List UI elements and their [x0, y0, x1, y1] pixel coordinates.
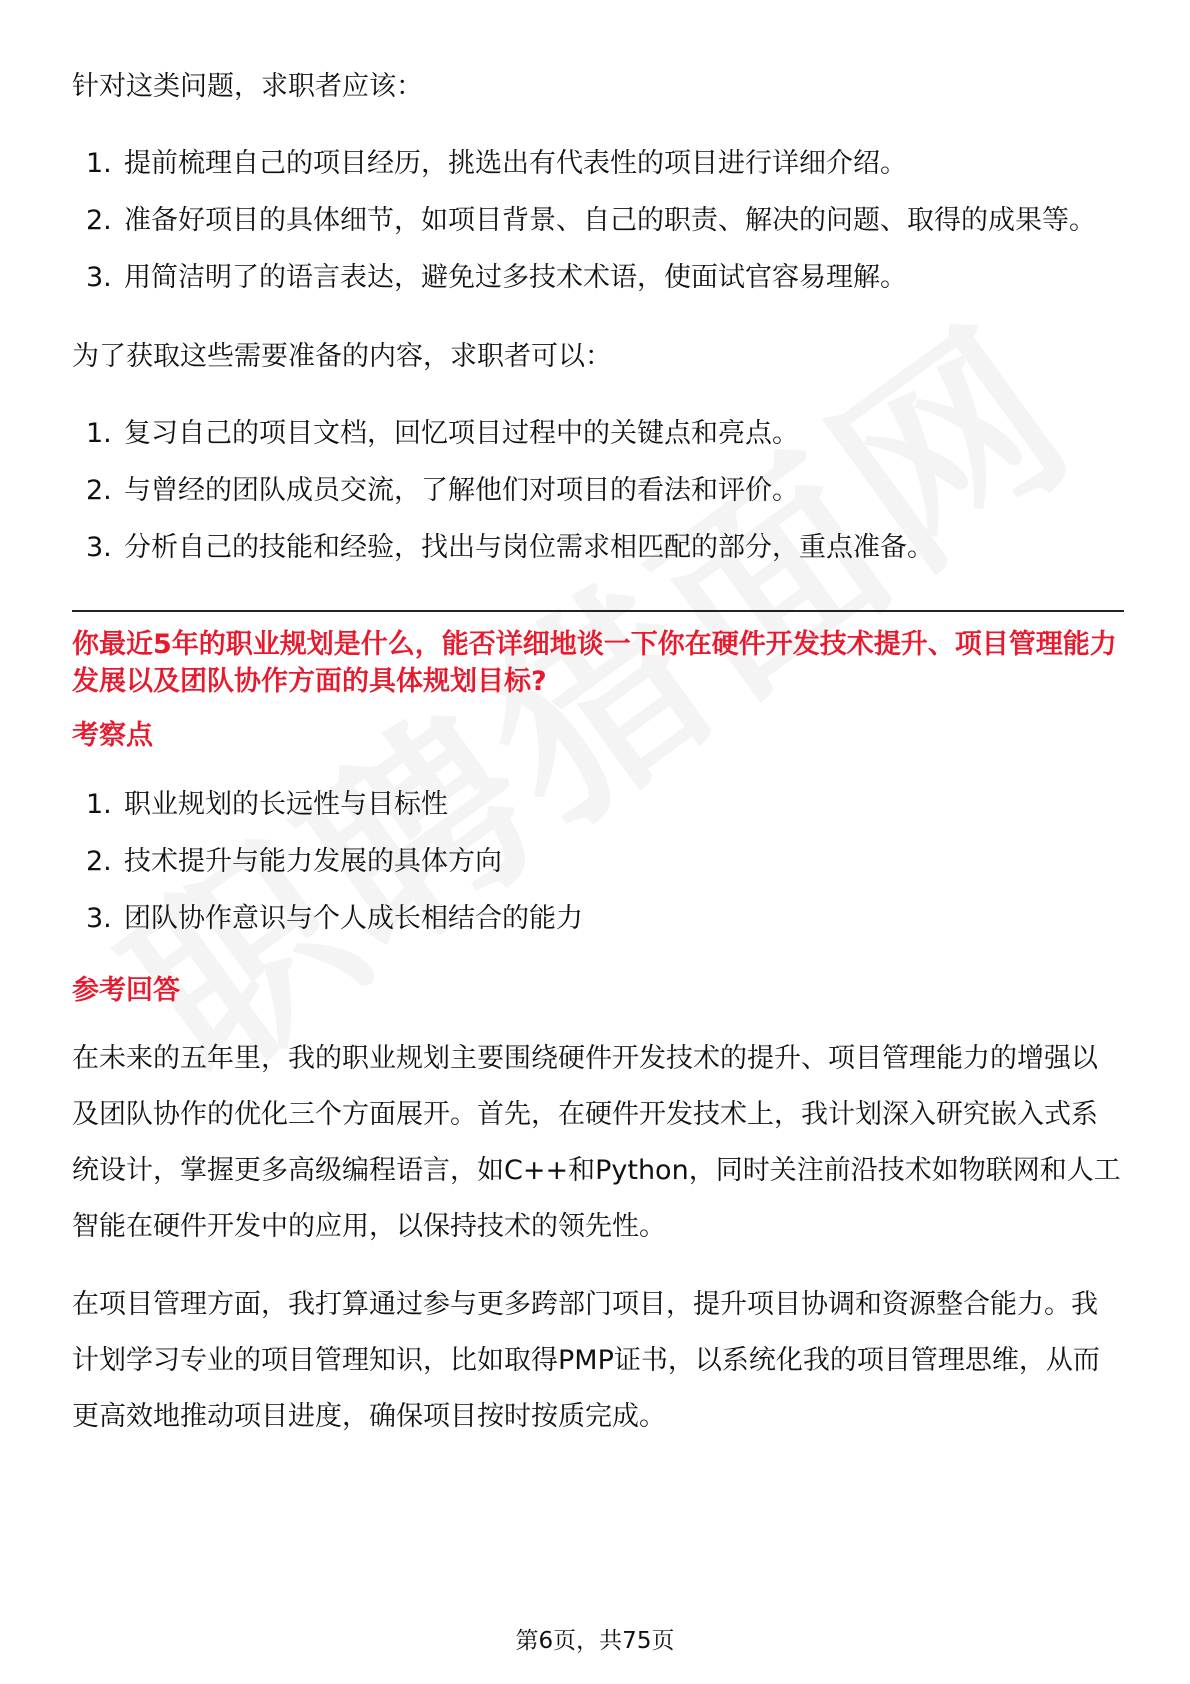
- page-number: 第6页，共75页: [515, 1628, 675, 1654]
- list-item: [72, 192, 1122, 249]
- section-divider: [72, 610, 1124, 612]
- list-item: [72, 135, 1122, 192]
- list-number: 3.: [86, 903, 112, 934]
- list-text: 准备好项目的具体细节，如项目背景、自己的职责、解决的问题、取得的成果等。: [124, 205, 1096, 236]
- list-item: [72, 890, 1122, 947]
- list-number: 3.: [86, 262, 112, 293]
- question-title: 你最近5年的职业规划是什么，能否详细地谈一下你在硬件开发技术提升、项目管理能力发展以及团队协作方面的具体规划目标?: [72, 629, 1117, 697]
- list-text: 提前梳理自己的项目经历，挑选出有代表性的项目进行详细介绍。: [124, 148, 907, 179]
- list-text: 与曾经的团队成员交流，了解他们对项目的看法和评价。: [124, 475, 799, 506]
- list-text: 复习自己的项目文档，回忆项目过程中的关键点和亮点。: [124, 418, 799, 449]
- list-number: 1.: [86, 789, 112, 820]
- answer-label: 参考回答: [72, 975, 180, 1006]
- list-item: [72, 519, 1122, 576]
- section2-list: [72, 405, 1122, 576]
- list-item: [72, 405, 1122, 462]
- list-number: 2.: [86, 205, 112, 236]
- list-number: 1.: [86, 418, 112, 449]
- list-number: 1.: [86, 148, 112, 179]
- answer-paragraph: 在未来的五年里，我的职业规划主要围绕硬件开发技术的提升、项目管理能力的增强以及团队协作的优化三个方面展开。首先，在硬件开发技术上，我计划深入研究嵌入式系统设计，掌握更多高级编程语言，如C++和Python，同时关注前沿技术如物联网和人工智能在硬件开发中的应用，以保持技术的领先性。: [72, 1043, 1121, 1242]
- points-label: 考察点: [72, 720, 153, 751]
- list-text: 职业规划的长远性与目标性: [124, 789, 448, 820]
- list-item: [72, 833, 1122, 890]
- list-text: 技术提升与能力发展的具体方向: [124, 846, 502, 877]
- list-number: 2.: [86, 846, 112, 877]
- page-content: [72, 58, 1122, 1467]
- list-text: 分析自己的技能和经验，找出与岗位需求相匹配的部分，重点准备。: [124, 532, 934, 563]
- list-number: 2.: [86, 475, 112, 506]
- list-number: 3.: [86, 532, 112, 563]
- list-item: [72, 462, 1122, 519]
- answer-paragraph: 在项目管理方面，我打算通过参与更多跨部门项目，提升项目协调和资源整合能力。我计划学习专业的项目管理知识，比如取得PMP证书，以系统化我的项目管理思维，从而更高效地推动项目进度，确保项目按时按质完成。: [72, 1289, 1100, 1432]
- list-item: [72, 776, 1122, 833]
- points-list: [72, 776, 1122, 947]
- section1-intro: 针对这类问题，求职者应该：: [72, 71, 423, 102]
- section1-list: [72, 135, 1122, 306]
- section2-intro: 为了获取这些需要准备的内容，求职者可以：: [72, 341, 612, 372]
- list-text: 团队协作意识与个人成长相结合的能力: [124, 903, 583, 934]
- list-item: [72, 249, 1122, 306]
- list-text: 用简洁明了的语言表达，避免过多技术术语，使面试官容易理解。: [124, 262, 907, 293]
